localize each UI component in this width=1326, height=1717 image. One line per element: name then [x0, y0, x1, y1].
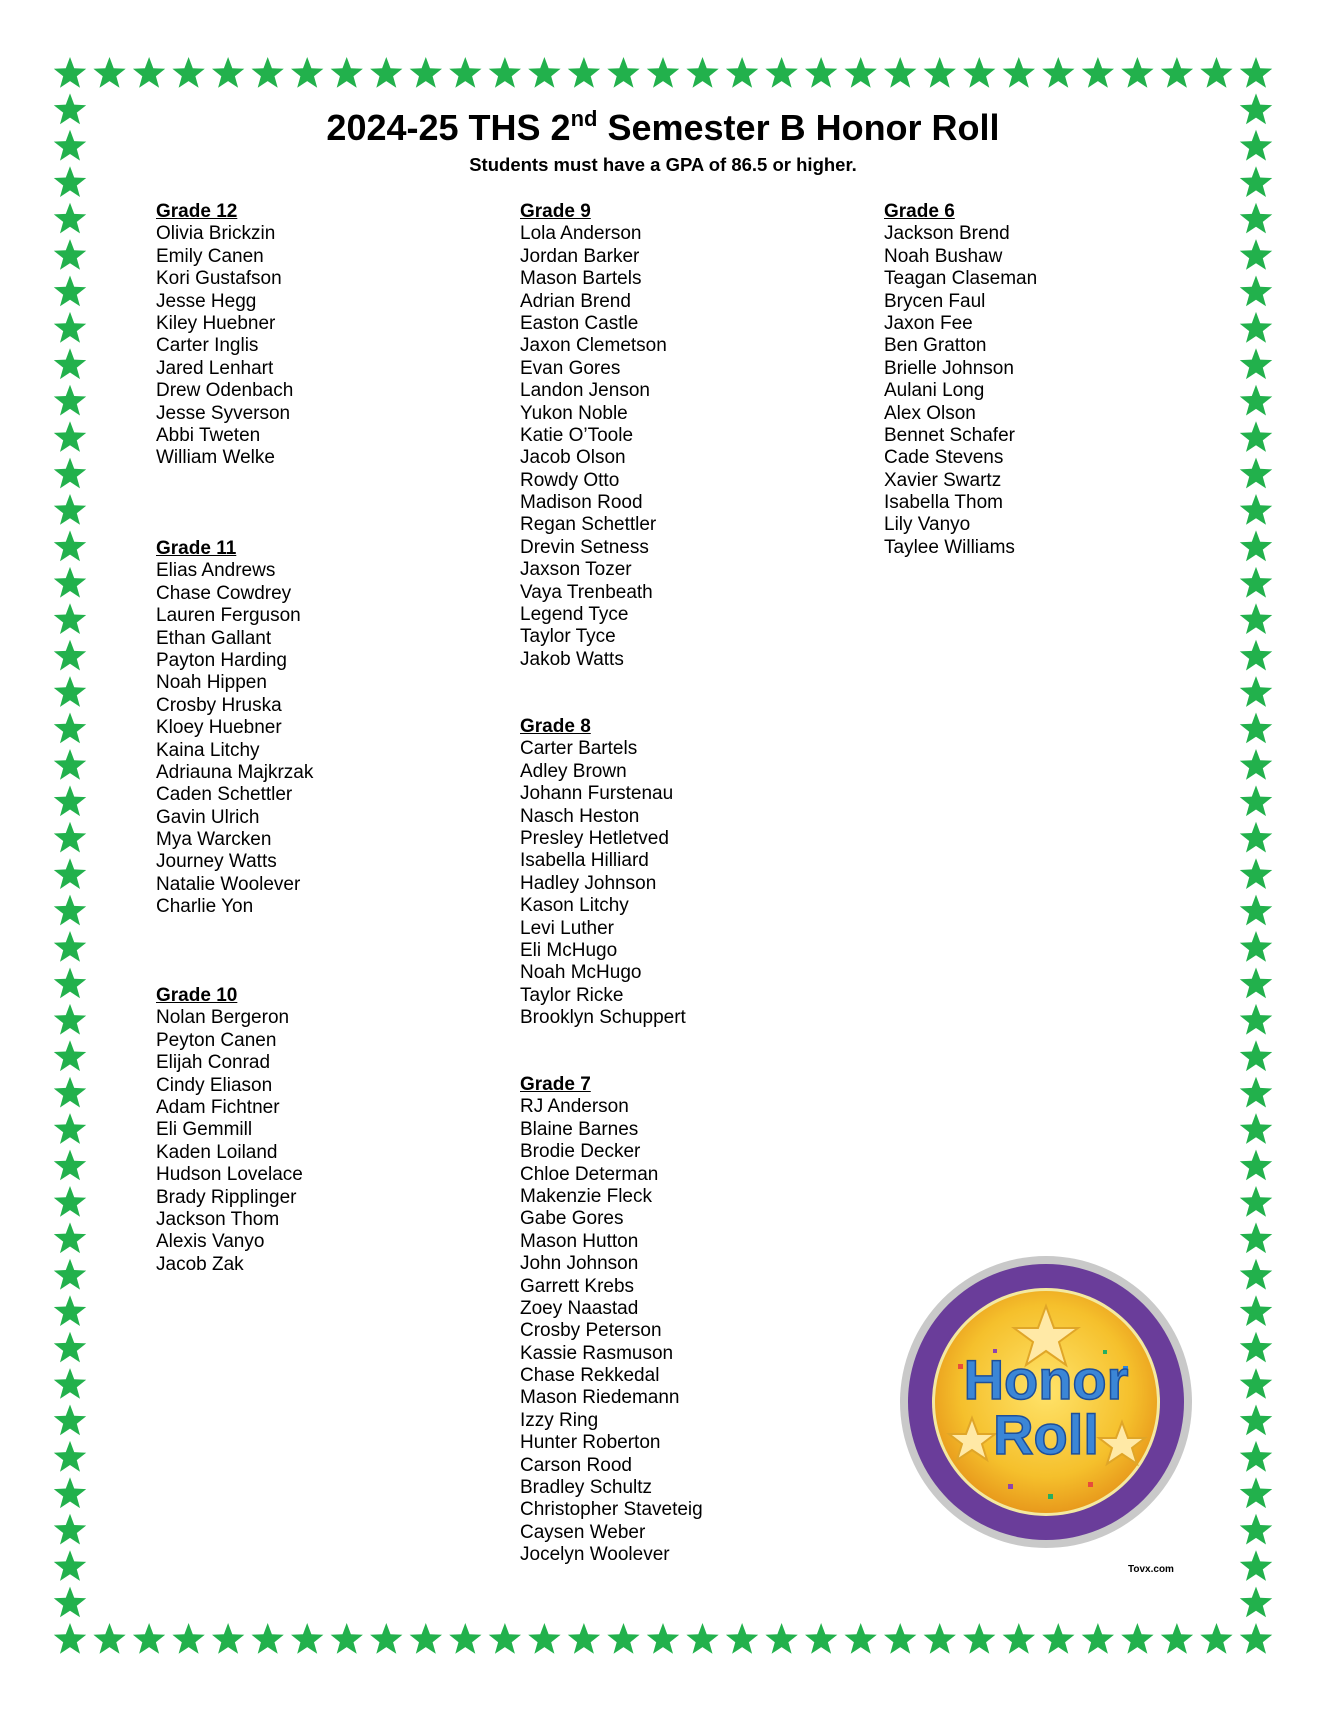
student-name: Jared Lenhart [156, 357, 274, 379]
student-name: Jaxon Clemetson [520, 335, 667, 357]
student-name: Jesse Syverson [156, 402, 291, 424]
star-icon [1240, 1186, 1272, 1217]
student-name: Carter Bartels [520, 738, 638, 760]
star-icon [172, 57, 204, 88]
star-icon [1240, 676, 1272, 707]
badge-text-line1: Honor [963, 1348, 1129, 1411]
star-icon [54, 530, 86, 561]
grade-11-section [156, 538, 313, 919]
star-icon [1240, 1405, 1272, 1436]
star-icon [54, 1587, 86, 1618]
star-icon [1240, 458, 1272, 489]
star-icon [805, 57, 837, 88]
grade-heading: Grade 7 [520, 1074, 591, 1095]
grade-heading: Grade 12 [156, 201, 238, 222]
student-name: Adrian Brend [520, 290, 631, 312]
star-icon [252, 57, 284, 88]
student-name: Taylor Ricke [520, 984, 624, 1006]
page-title [0, 106, 1326, 150]
honor-roll-badge-icon [898, 1254, 1194, 1550]
star-icon [54, 1077, 86, 1108]
gpa-requirement: Students must have a GPA of 86.5 or higher. [469, 154, 857, 175]
column-middle [520, 201, 850, 1566]
student-name: Mason Bartels [520, 268, 642, 290]
star-icon [172, 1623, 204, 1654]
student-name: Lauren Ferguson [156, 605, 301, 627]
star-icon [1240, 858, 1272, 889]
student-name: Adley Brown [520, 760, 627, 782]
star-icon [647, 1623, 679, 1654]
student-name: Alexis Vanyo [156, 1231, 265, 1253]
badge-credit: Tovx.com [1128, 1564, 1174, 1575]
student-name: Nolan Bergeron [156, 1007, 290, 1029]
grade-heading: Grade 9 [520, 201, 591, 222]
student-name: Vaya Trenbeath [520, 581, 653, 603]
star-icon [54, 1186, 86, 1217]
star-icon [93, 1623, 125, 1654]
star-icon [607, 57, 639, 88]
student-name: Jackson Brend [884, 223, 1010, 245]
star-icon [1240, 385, 1272, 416]
star-icon [1240, 421, 1272, 452]
student-name: Xavier Swartz [884, 469, 1002, 491]
student-name: Hunter Roberton [520, 1432, 661, 1454]
student-name: Adam Fichtner [156, 1096, 280, 1118]
student-name: Carson Rood [520, 1454, 632, 1476]
student-name: Teagan Claseman [884, 268, 1038, 290]
star-icon [765, 57, 797, 88]
star-icon [1161, 1623, 1193, 1654]
star-icon [370, 1623, 402, 1654]
grade-9-section [520, 201, 850, 671]
student-name: Jesse Hegg [156, 290, 257, 312]
student-name: Eli McHugo [520, 939, 618, 961]
star-icon [1240, 1332, 1272, 1363]
star-icon [54, 494, 86, 525]
student-name: Kaina Litchy [156, 739, 260, 761]
student-name: Emily Canen [156, 245, 264, 267]
star-icon [54, 1332, 86, 1363]
star-icon [291, 57, 323, 88]
star-icon [93, 57, 125, 88]
student-name: Ethan Gallant [156, 627, 272, 649]
student-name: Lily Vanyo [884, 514, 971, 536]
title-superscript: nd [570, 106, 598, 131]
student-name: Rowdy Otto [520, 469, 620, 491]
grade-heading: Grade 6 [884, 201, 955, 222]
student-name: Aulani Long [884, 380, 985, 402]
star-icon [963, 1623, 995, 1654]
grade-12-section [156, 201, 486, 470]
star-icon [528, 1623, 560, 1654]
star-icon [54, 1004, 86, 1035]
student-name: Easton Castle [520, 312, 639, 334]
student-name: Brycen Faul [884, 290, 986, 312]
student-name: Jackson Thom [156, 1208, 280, 1230]
star-icon [1042, 57, 1074, 88]
student-name: Jordan Barker [520, 245, 640, 267]
star-icon [1240, 239, 1272, 270]
star-icon [370, 57, 402, 88]
student-name: Levi Luther [520, 917, 615, 939]
star-icon [1240, 1295, 1272, 1326]
star-icon [54, 676, 86, 707]
grade-heading: Grade 11 [156, 538, 237, 559]
star-icon [686, 1623, 718, 1654]
student-name: Alex Olson [884, 402, 976, 424]
star-icon [765, 1623, 797, 1654]
star-icon [54, 348, 86, 379]
star-icon [528, 57, 560, 88]
star-icon [54, 1514, 86, 1545]
star-icon [1121, 57, 1153, 88]
star-icon [1082, 1623, 1114, 1654]
student-name: Hadley Johnson [520, 872, 657, 894]
star-icon [1200, 1623, 1232, 1654]
student-name: Kiley Huebner [156, 312, 276, 334]
student-name: Natalie Woolever [156, 873, 301, 895]
student-name: Brielle Johnson [884, 357, 1014, 379]
student-name: Noah McHugo [520, 962, 642, 984]
student-name: Bennet Schafer [884, 424, 1015, 446]
star-icon [1240, 640, 1272, 671]
star-icon [686, 57, 718, 88]
student-name: Mason Hutton [520, 1230, 639, 1252]
student-name: John Johnson [520, 1253, 639, 1275]
student-name: Nasch Heston [520, 805, 640, 827]
title-text: 2024-25 THS 2 [326, 107, 571, 148]
student-name: Bradley Schultz [520, 1477, 653, 1499]
student-name: Caysen Weber [520, 1521, 646, 1543]
student-name: Carter Inglis [156, 335, 259, 357]
student-name: RJ Anderson [520, 1096, 629, 1118]
star-icon [133, 57, 165, 88]
star-icon [291, 1623, 323, 1654]
star-icon [726, 57, 758, 88]
star-icon [1003, 1623, 1035, 1654]
star-icon [449, 57, 481, 88]
student-name: Noah Bushaw [884, 245, 1003, 267]
star-icon [1240, 749, 1272, 780]
star-icon [410, 57, 442, 88]
student-name: Chloe Determan [520, 1163, 659, 1185]
student-name: Presley Hetletved [520, 827, 669, 849]
student-name: Eli Gemmill [156, 1119, 253, 1141]
star-icon [54, 458, 86, 489]
star-icon [1082, 57, 1114, 88]
grade-10-section [156, 985, 303, 1276]
grade-heading: Grade 8 [520, 716, 591, 737]
star-icon [54, 312, 86, 343]
star-icon [54, 1295, 86, 1326]
star-icon [1240, 713, 1272, 744]
star-icon [54, 640, 86, 671]
star-icon [54, 57, 86, 88]
student-name: Chase Rekkedal [520, 1365, 660, 1387]
student-name: Jacob Zak [156, 1253, 244, 1275]
student-name: Legend Tyce [520, 604, 629, 626]
student-name: Isabella Thom [884, 492, 1003, 514]
grade-heading: Grade 10 [156, 985, 238, 1006]
star-icon [805, 1623, 837, 1654]
star-icon [252, 1623, 284, 1654]
star-icon [884, 57, 916, 88]
star-icon [54, 1623, 86, 1654]
student-name: Makenzie Fleck [520, 1185, 652, 1207]
grade-7-section [520, 1074, 703, 1567]
star-icon [1240, 203, 1272, 234]
grade-8-section [520, 716, 686, 1029]
star-icon [54, 1040, 86, 1071]
star-icon [845, 1623, 877, 1654]
star-icon [1240, 1113, 1272, 1144]
grade-6-section [884, 201, 1214, 559]
student-name: Peyton Canen [156, 1029, 277, 1051]
student-name: Adriauna Majkrzak [156, 761, 314, 783]
star-icon [1240, 968, 1272, 999]
star-icon [410, 1623, 442, 1654]
student-name: Yukon Noble [520, 402, 628, 424]
star-icon [54, 1150, 86, 1181]
star-icon [845, 57, 877, 88]
star-icon [54, 1113, 86, 1144]
column-right [884, 201, 1214, 559]
student-name: Kori Gustafson [156, 268, 282, 290]
star-icon [54, 822, 86, 853]
star-icon [449, 1623, 481, 1654]
student-name: Drevin Setness [520, 536, 649, 558]
star-icon [54, 385, 86, 416]
student-name: Gabe Gores [520, 1208, 624, 1230]
student-name: Lola Anderson [520, 223, 642, 245]
star-icon [54, 858, 86, 889]
student-name: Jaxon Fee [884, 312, 973, 334]
star-icon [1240, 1477, 1272, 1508]
star-icon [1240, 895, 1272, 926]
star-icon [1003, 57, 1035, 88]
star-icon [212, 57, 244, 88]
star-icon [54, 1259, 86, 1290]
student-name: Kason Litchy [520, 895, 629, 917]
student-name: Evan Gores [520, 357, 621, 379]
student-name: Jocelyn Woolever [520, 1544, 670, 1566]
student-name: Chase Cowdrey [156, 582, 292, 604]
student-name: Olivia Brickzin [156, 223, 276, 245]
star-icon [1240, 603, 1272, 634]
student-name: Johann Furstenau [520, 783, 674, 805]
star-icon [1042, 1623, 1074, 1654]
star-icon [1240, 530, 1272, 561]
star-icon [133, 1623, 165, 1654]
star-icon [54, 713, 86, 744]
student-name: Cindy Eliason [156, 1074, 273, 1096]
student-name: Brady Ripplinger [156, 1186, 297, 1208]
student-name: Katie O’Toole [520, 424, 634, 446]
star-icon [1240, 1222, 1272, 1253]
star-icon [331, 57, 363, 88]
student-name: Blaine Barnes [520, 1118, 639, 1140]
student-name: Payton Harding [156, 649, 287, 671]
student-name: Mya Warcken [156, 829, 272, 851]
star-icon [54, 931, 86, 962]
star-icon [489, 1623, 521, 1654]
student-name: Ben Gratton [884, 335, 987, 357]
student-name: Elias Andrews [156, 560, 276, 582]
star-icon [54, 1405, 86, 1436]
star-icon [489, 57, 521, 88]
star-icon [568, 57, 600, 88]
student-name: Zoey Naastad [520, 1297, 639, 1319]
student-name: Taylee Williams [884, 536, 1015, 558]
star-icon [54, 239, 86, 270]
student-name: Jacob Olson [520, 447, 626, 469]
star-icon [54, 1477, 86, 1508]
student-name: Gavin Ulrich [156, 806, 260, 828]
badge-text-line2: Roll [993, 1403, 1099, 1466]
star-icon [1240, 1077, 1272, 1108]
student-name: Garrett Krebs [520, 1275, 635, 1297]
star-icon [1200, 57, 1232, 88]
student-name: Crosby Hruska [156, 694, 282, 716]
star-icon [54, 1368, 86, 1399]
star-icon [726, 1623, 758, 1654]
student-name: Izzy Ring [520, 1409, 599, 1431]
student-name: Noah Hippen [156, 672, 267, 694]
star-icon [607, 1623, 639, 1654]
student-name: Abbi Tweten [156, 424, 261, 446]
star-icon [1240, 567, 1272, 598]
student-name: Hudson Lovelace [156, 1164, 303, 1186]
star-icon [568, 1623, 600, 1654]
star-icon [1161, 57, 1193, 88]
star-icon [1240, 348, 1272, 379]
student-name: Mason Riedemann [520, 1387, 680, 1409]
star-icon [331, 1623, 363, 1654]
student-name: Landon Jenson [520, 380, 650, 402]
student-name: Jaxson Tozer [520, 559, 632, 581]
student-name: Madison Rood [520, 492, 643, 514]
student-name: Caden Schettler [156, 784, 293, 806]
star-icon [1240, 1623, 1272, 1654]
star-icon [54, 895, 86, 926]
star-icon [1240, 1259, 1272, 1290]
star-icon [924, 1623, 956, 1654]
column-left [156, 201, 486, 1275]
student-name: Charlie Yon [156, 896, 254, 918]
star-icon [1240, 276, 1272, 307]
star-icon [1240, 57, 1272, 88]
star-icon [54, 567, 86, 598]
star-icon [54, 421, 86, 452]
star-icon [1240, 931, 1272, 962]
star-icon [54, 749, 86, 780]
star-icon [1240, 494, 1272, 525]
student-name: Brooklyn Schuppert [520, 1007, 686, 1029]
star-icon [54, 1222, 86, 1253]
student-name: Kloey Huebner [156, 717, 282, 739]
star-icon [54, 203, 86, 234]
student-name: William Welke [156, 447, 275, 469]
star-icon [1121, 1623, 1153, 1654]
student-name: Taylor Tyce [520, 626, 616, 648]
title-text-suffix: Semester B Honor Roll [597, 107, 1000, 148]
student-name: Regan Schettler [520, 514, 657, 536]
star-icon [1240, 1040, 1272, 1071]
star-icon [884, 1623, 916, 1654]
student-name: Cade Stevens [884, 447, 1004, 469]
star-icon [1240, 312, 1272, 343]
student-name: Drew Odenbach [156, 380, 294, 402]
star-icon [1240, 1441, 1272, 1472]
star-icon [1240, 1004, 1272, 1035]
star-icon [1240, 1150, 1272, 1181]
student-name: Crosby Peterson [520, 1320, 662, 1342]
star-icon [1240, 1550, 1272, 1581]
star-icon [1240, 822, 1272, 853]
star-icon [54, 276, 86, 307]
star-icon [1240, 1587, 1272, 1618]
student-name: Elijah Conrad [156, 1052, 271, 1074]
star-icon [54, 603, 86, 634]
student-name: Brodie Decker [520, 1141, 641, 1163]
star-icon [54, 968, 86, 999]
student-name: Kaden Loiland [156, 1141, 278, 1163]
star-icon [963, 57, 995, 88]
student-name: Isabella Hilliard [520, 850, 649, 872]
star-icon [1240, 1514, 1272, 1545]
student-name: Journey Watts [156, 851, 277, 873]
star-icon [54, 1550, 86, 1581]
star-icon [647, 57, 679, 88]
star-icon [924, 57, 956, 88]
star-icon [1240, 785, 1272, 816]
student-name: Christopher Staveteig [520, 1499, 703, 1521]
student-name: Kassie Rasmuson [520, 1342, 674, 1364]
star-icon [212, 1623, 244, 1654]
student-name: Jakob Watts [520, 648, 624, 670]
star-icon [1240, 1368, 1272, 1399]
star-icon [54, 1441, 86, 1472]
star-icon [54, 785, 86, 816]
